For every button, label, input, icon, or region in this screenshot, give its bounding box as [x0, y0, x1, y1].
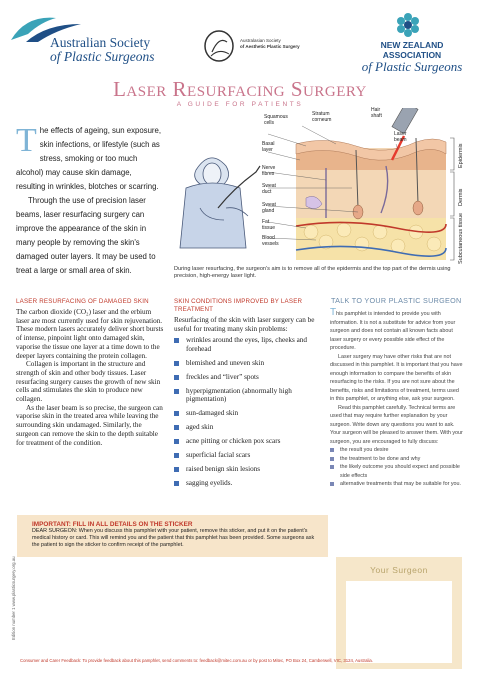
- label-squamous-cells: Squamous cells: [264, 114, 288, 126]
- talk-to-surgeon-body: [330, 309, 464, 446]
- sticker-heading: IMPORTANT: FILL IN ALL DETAILS ON THE STICKER: [32, 521, 193, 528]
- your-surgeon-box: [336, 557, 462, 669]
- aaps-name-line2: of Aesthetic Plastic Surgery: [240, 43, 300, 49]
- page-title: Laser Resurfacing Surgery: [113, 77, 367, 101]
- laser-resurfacing-paragraph-2: Collagen is important in the structure and strength of skin and other body tissues. Laser resurfacing surgery causes the growth of new skin cells and stimulates the skin to produce new collagen.: [16, 360, 161, 404]
- skin-conditions-intro: Resurfacing of the skin with laser surgery can be useful for treating many skin problems:: [174, 316, 315, 333]
- label-hair-shaft: Hair shaft: [371, 107, 382, 119]
- bullet-square-icon: [330, 457, 334, 461]
- sticker-text: DEAR SURGEON: When you discuss this pamphlet with your patient, remove this sticker, and put it on the patient's medical history or card. This will remind you and the patient that this pamphlet has been provided. Some surgeons ask the patient to sign the sticker to confirm receipt of the pamphlet.: [32, 528, 315, 548]
- list-item: superficial facial scars: [174, 451, 324, 460]
- layer-brackets: [450, 138, 454, 260]
- skin-conditions-list: [174, 336, 324, 487]
- aaps-name-line1: Australasian Society: [240, 38, 281, 43]
- nzaps-flower-icon: [393, 10, 423, 40]
- intro-dropcap: T: [16, 122, 37, 159]
- asps-name-line1: Australian Society: [50, 35, 151, 50]
- laser-skin-illustration: [166, 108, 478, 268]
- label-dermis: Dermis: [458, 188, 464, 206]
- intro-paragraph-2: Through the use of precision laser beams, laser resurfacing surgery can improve the appearance of the skin in many people by removing the skin's damaged outer layers. It may be used to treat a large or small area of skin.: [16, 196, 156, 275]
- nzaps-name-line2: of Plastic Surgeons: [361, 59, 463, 74]
- list-item: freckles and “liver” spots: [174, 373, 324, 382]
- bullet-square-icon: [174, 481, 179, 486]
- bullet-square-icon: [174, 453, 179, 458]
- list-item: wrinkles around the eyes, lips, cheeks and forehead: [174, 336, 324, 353]
- label-basal-layer: Basal layer: [262, 141, 275, 153]
- talk-paragraph-1: his pamphlet is intended to provide you with information. It is not a substitute for advice from your surgeon and does not contain all known facts about laser surgery or every possible side effect of the procedure.: [330, 311, 456, 351]
- bullet-square-icon: [330, 482, 334, 486]
- laser-resurfacing-paragraph-3: As the laser beam is so precise, the surgeon can vaporise skin in the treated area while leaving the surrounding skin undamaged. Similarly, the surgeon can remove the skin to the depth suitable for treatment of the condition.: [16, 403, 163, 447]
- label-epidermis: Epidermis: [458, 143, 464, 168]
- label-subcutaneous-tissue: Subcutaneous tissue: [458, 212, 464, 264]
- list-item: sagging eyelids.: [174, 479, 324, 488]
- list-item: acne pitting or chicken pox scars: [174, 437, 324, 446]
- section-heading-skin-conditions: SKIN CONDITIONS IMPROVED BY LASER TREATMENT: [174, 298, 303, 313]
- section-heading-talk-to-surgeon: TALK TO YOUR PLASTIC SURGEON: [331, 296, 462, 305]
- label-fat-tissue: Fat tissue: [262, 219, 276, 231]
- discussion-list: [330, 446, 464, 489]
- intro-paragraph-1: he effects of ageing, sun exposure, skin infections, or lifestyle (such as stress, smoking or too much alcohol) may cause skin damage, resulting in wrinkles, blotches or scarring.: [16, 126, 162, 191]
- asps-name-line2: of Plastic Surgeons: [50, 49, 155, 64]
- illustration-art: [166, 108, 478, 268]
- bullet-square-icon: [174, 375, 179, 380]
- skin-cross-section: [296, 138, 446, 260]
- label-sweat-gland: Sweat gland: [262, 202, 276, 214]
- bullet-square-icon: [174, 411, 179, 416]
- label-nerve-fibres: Nerve fibres: [262, 165, 276, 177]
- intro-text: [16, 124, 161, 278]
- sticker-notice: [17, 515, 328, 557]
- list-item: the treatment to be done and why: [330, 455, 464, 464]
- nzaps-name-line1: NEW ZEALAND ASSOCIATION: [380, 40, 444, 60]
- talk-to-surgeon-section: [330, 296, 464, 489]
- bullet-square-icon: [174, 425, 179, 430]
- bullet-square-icon: [330, 448, 334, 452]
- illustration-caption: During laser resurfacing, the surgeon's aim is to remove all of the epidermis and the top part of the dermis using precision, high-energy laser light.: [174, 266, 451, 279]
- list-item: aged skin: [174, 423, 324, 432]
- list-item: the result you desire: [330, 446, 464, 455]
- list-item: blemished and uneven skin: [174, 359, 324, 368]
- footer-feedback: Consumer and Carer Feedback: To provide feedback about this pamphlet, send comments to: feedback@mitec.com.au or by post to Mitec, PO Box 24, Camberwell, VIC, 3124, Australia.: [20, 658, 373, 663]
- bullet-square-icon: [330, 465, 334, 469]
- talk-dropcap: T: [330, 307, 337, 318]
- your-surgeon-label: Your Surgeon: [370, 565, 428, 575]
- page-subtitle: A GUIDE FOR PATIENTS: [176, 101, 304, 108]
- laser-resurfacing-section: [16, 298, 166, 447]
- surgeon-details-area[interactable]: [346, 581, 452, 663]
- skin-conditions-section: [174, 298, 324, 493]
- label-laser-beam: Laser beam: [394, 131, 407, 143]
- label-blood-vessels: Blood vessels: [262, 235, 279, 247]
- list-item: raised benign skin lesions: [174, 465, 324, 474]
- label-stratum-corneum: Stratum corneum: [312, 111, 332, 123]
- label-sweat-duct: Sweat duct: [262, 183, 276, 195]
- list-item: sun-damaged skin: [174, 409, 324, 418]
- aaps-emblem-icon: [201, 28, 237, 64]
- bullet-square-icon: [174, 439, 179, 444]
- bullet-square-icon: [174, 361, 179, 366]
- section-heading-laser-resurfacing: LASER RESURFACING OF DAMAGED SKIN: [16, 298, 149, 305]
- talk-paragraph-2: Laser surgery may have other risks that are not discussed in this pamphlet. It is important that you have enough information to compare the benefits of skin resurfacing to the risks. If you are not sure about the benefits, risks and limitations of treatment, terms used in this pamphlet, or anything else, ask your surgeon.: [330, 353, 463, 402]
- list-item: alternative treatments that may be suitable for you.: [330, 480, 464, 489]
- list-item: the likely outcome you should expect and possible side effects: [330, 463, 464, 480]
- laser-resurfacing-paragraph-1: The carbon dioxide (CO₂) laser and the erbium laser are most currently used for skin rejuvenation. These modern lasers accurately deliver short bursts of intense, pinpoint light onto damaged skin, vaporise the tissue one layer at a time down to the deeper layers containing the protein collagen.: [16, 308, 164, 360]
- bullet-square-icon: [174, 338, 179, 343]
- surgeon-figure-icon: [180, 158, 260, 248]
- edition-side-text: Edition number 1 www.plasticsurgery.org.au: [11, 556, 16, 640]
- list-item: hyperpigmentation (abnormally high pigmentation): [174, 387, 324, 404]
- laser-resurfacing-body: [16, 308, 166, 447]
- bullet-square-icon: [174, 389, 179, 394]
- talk-paragraph-3: Read this pamphlet carefully. Technical terms are used that may require further explanation by your surgeon. Write down any questions you want to ask. Your surgeon will be pleased to answer them. With your surgeon, you are encouraged to fully discuss:: [330, 404, 463, 445]
- bullet-square-icon: [174, 467, 179, 472]
